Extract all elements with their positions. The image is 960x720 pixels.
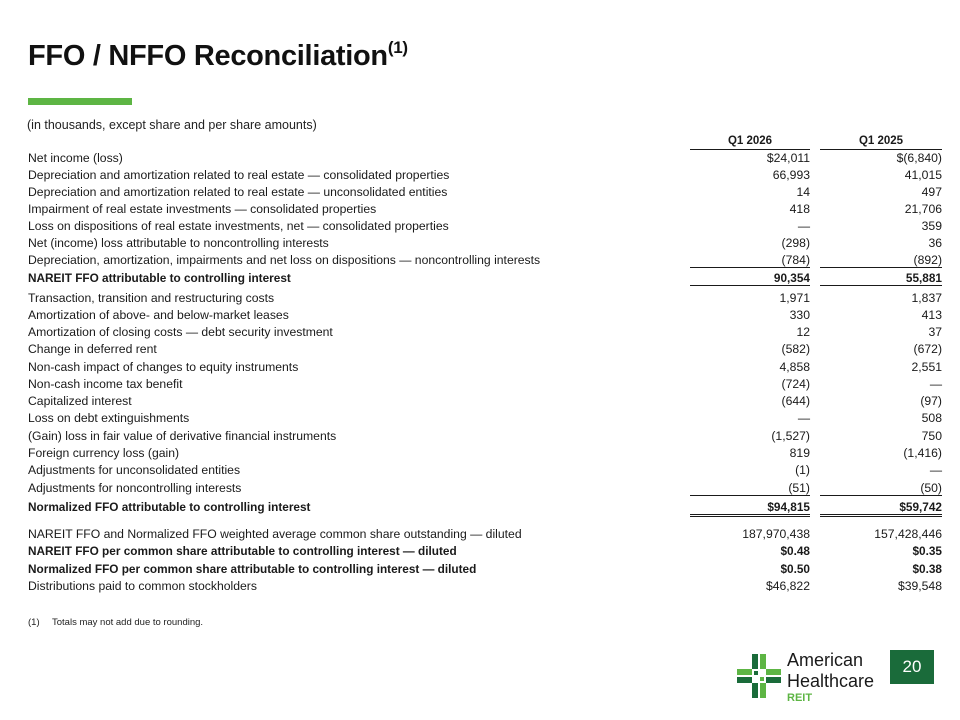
row-label: Depreciation and amortization related to real estate — consolidated properties <box>28 168 450 182</box>
table-row <box>28 463 942 480</box>
row-label: Transaction, transition and restructuring costs <box>28 291 275 305</box>
row-value-q1-2026: 12 <box>796 325 810 339</box>
table-row <box>28 151 942 168</box>
row-value-q1-2026: 4,858 <box>779 360 810 374</box>
row-value-q1-2025: 750 <box>921 429 942 443</box>
row-label: Non-cash impact of changes to equity instruments <box>28 360 299 374</box>
row-label: Normalized FFO per common share attributable to controlling interest — diluted <box>28 562 477 576</box>
row-value-q1-2025: 413 <box>921 308 942 322</box>
table-row <box>28 527 942 544</box>
row-value-q1-2026: (784) <box>690 253 810 268</box>
row-value-q1-2025: (892) <box>820 253 942 268</box>
table-row <box>28 325 942 342</box>
row-label: Loss on dispositions of real estate investments, net — consolidated properties <box>28 219 449 233</box>
table-row <box>28 429 942 446</box>
row-value-q1-2025: $(6,840) <box>896 151 942 165</box>
row-label: NAREIT FFO attributable to controlling interest <box>28 271 291 285</box>
row-value-q1-2025: 157,428,446 <box>874 527 942 541</box>
column-header-q1-2025: Q1 2025 <box>820 135 942 150</box>
row-value-q1-2025: (1,416) <box>903 446 942 460</box>
row-label: Change in deferred rent <box>28 342 157 356</box>
column-header-q1-2026: Q1 2026 <box>690 135 810 150</box>
table-row <box>28 342 942 359</box>
table-row <box>28 202 942 219</box>
row-label: Normalized FFO attributable to controlling interest <box>28 500 311 514</box>
row-value-q1-2025: 1,837 <box>911 291 942 305</box>
page-number-badge: 20 <box>890 650 934 684</box>
footnote-text: Totals may not add due to rounding. <box>52 617 204 628</box>
table-row <box>28 236 942 253</box>
row-label: (Gain) loss in fair value of derivative financial instruments <box>28 429 337 443</box>
row-label: Depreciation and amortization related to real estate — unconsolidated entities <box>28 185 448 199</box>
row-value-q1-2026: $0.50 <box>780 562 810 576</box>
logo-line-2: Healthcare <box>787 671 875 691</box>
table-row-subtotal <box>28 271 942 288</box>
row-value-q1-2025: 508 <box>921 411 942 425</box>
row-value-q1-2026: 330 <box>789 308 810 322</box>
row-value-q1-2026: 90,354 <box>690 271 810 286</box>
row-label: Net (income) loss attributable to noncontrolling interests <box>28 236 329 250</box>
row-value-q1-2025: 497 <box>921 185 942 199</box>
row-value-q1-2025: — <box>929 463 942 477</box>
row-value-q1-2025: $0.38 <box>912 562 942 576</box>
row-value-q1-2025: 55,881 <box>820 271 942 286</box>
row-value-q1-2025: (97) <box>920 394 942 408</box>
row-label: Non-cash income tax benefit <box>28 377 183 391</box>
row-value-q1-2025: 41,015 <box>904 168 942 182</box>
row-label: Depreciation, amortization, impairments and net loss on dispositions — noncontrolling interests <box>28 253 541 267</box>
table-row <box>28 446 942 463</box>
row-value-q1-2025: $0.35 <box>912 544 942 558</box>
table-row <box>28 185 942 202</box>
row-label: Distributions paid to common stockholders <box>28 579 257 593</box>
table-row-per-share <box>28 544 942 561</box>
row-value-q1-2026: (298) <box>781 236 810 250</box>
logo-line-1: American <box>787 650 864 670</box>
row-value-q1-2026: 418 <box>789 202 810 216</box>
row-value-q1-2025: 21,706 <box>904 202 942 216</box>
row-label: NAREIT FFO per common share attributable to controlling interest — diluted <box>28 544 457 558</box>
row-label: Net income (loss) <box>28 151 123 165</box>
table-row <box>28 291 942 308</box>
row-label: Loss on debt extinguishments <box>28 411 190 425</box>
row-value-q1-2026: 187,970,438 <box>742 527 810 541</box>
table-row <box>28 481 942 498</box>
logo-line-3: REIT <box>787 692 813 704</box>
table-row <box>28 219 942 236</box>
row-value-q1-2026: 1,971 <box>779 291 810 305</box>
row-value-q1-2026: (724) <box>781 377 810 391</box>
row-label: Adjustments for noncontrolling interests <box>28 481 242 495</box>
footnote-mark: (1) <box>28 617 40 628</box>
page-title <box>28 40 408 73</box>
table-row-total <box>28 500 942 517</box>
table-row <box>28 253 942 270</box>
row-label: Adjustments for unconsolidated entities <box>28 463 241 477</box>
row-value-q1-2025: 36 <box>928 236 942 250</box>
row-value-q1-2026: $94,815 <box>690 500 810 517</box>
table-subtitle: (in thousands, except share and per share amounts) <box>27 118 317 132</box>
row-value-q1-2026: 66,993 <box>772 168 810 182</box>
row-value-q1-2026: 819 <box>789 446 810 460</box>
row-value-q1-2026: (1) <box>795 463 810 477</box>
title-accent-bar <box>28 98 132 105</box>
table-row <box>28 411 942 428</box>
row-value-q1-2026: 14 <box>796 185 810 199</box>
row-label: Amortization of closing costs — debt security investment <box>28 325 333 339</box>
row-value-q1-2025: 2,551 <box>911 360 942 374</box>
row-label: Foreign currency loss (gain) <box>28 446 180 460</box>
row-value-q1-2025: (672) <box>913 342 942 356</box>
title-footnote-mark: (1) <box>387 38 408 57</box>
row-value-q1-2026: — <box>797 411 810 425</box>
table-row <box>28 377 942 394</box>
row-value-q1-2025: $39,548 <box>897 579 942 593</box>
page-title-text: FFO / NFFO Reconciliation <box>28 40 388 72</box>
row-label: Impairment of real estate investments — consolidated properties <box>28 202 377 216</box>
row-value-q1-2026: (644) <box>781 394 810 408</box>
table-row <box>28 394 942 411</box>
row-value-q1-2025: 37 <box>928 325 942 339</box>
row-value-q1-2025: 359 <box>921 219 942 233</box>
row-value-q1-2026: $46,822 <box>765 579 810 593</box>
row-value-q1-2025: $59,742 <box>820 500 942 517</box>
row-value-q1-2026: (1,527) <box>771 429 810 443</box>
company-logo <box>737 650 887 702</box>
row-value-q1-2025: — <box>929 377 942 391</box>
row-label: Capitalized interest <box>28 394 132 408</box>
logo-wordmark <box>787 650 874 704</box>
row-value-q1-2026: — <box>797 219 810 233</box>
table-row <box>28 168 942 185</box>
row-label: Amortization of above- and below-market leases <box>28 308 289 322</box>
row-value-q1-2026: $0.48 <box>780 544 810 558</box>
footnote <box>28 617 203 628</box>
table-row <box>28 579 942 596</box>
row-value-q1-2026: $24,011 <box>766 151 810 165</box>
row-value-q1-2026: (582) <box>781 342 810 356</box>
row-value-q1-2026: (51) <box>690 481 810 496</box>
table-row-per-share <box>28 562 942 579</box>
row-value-q1-2025: (50) <box>820 481 942 496</box>
row-label: NAREIT FFO and Normalized FFO weighted average common share outstanding — diluted <box>28 527 522 541</box>
cross-logo-icon <box>737 654 781 698</box>
table-row <box>28 360 942 377</box>
table-row <box>28 308 942 325</box>
